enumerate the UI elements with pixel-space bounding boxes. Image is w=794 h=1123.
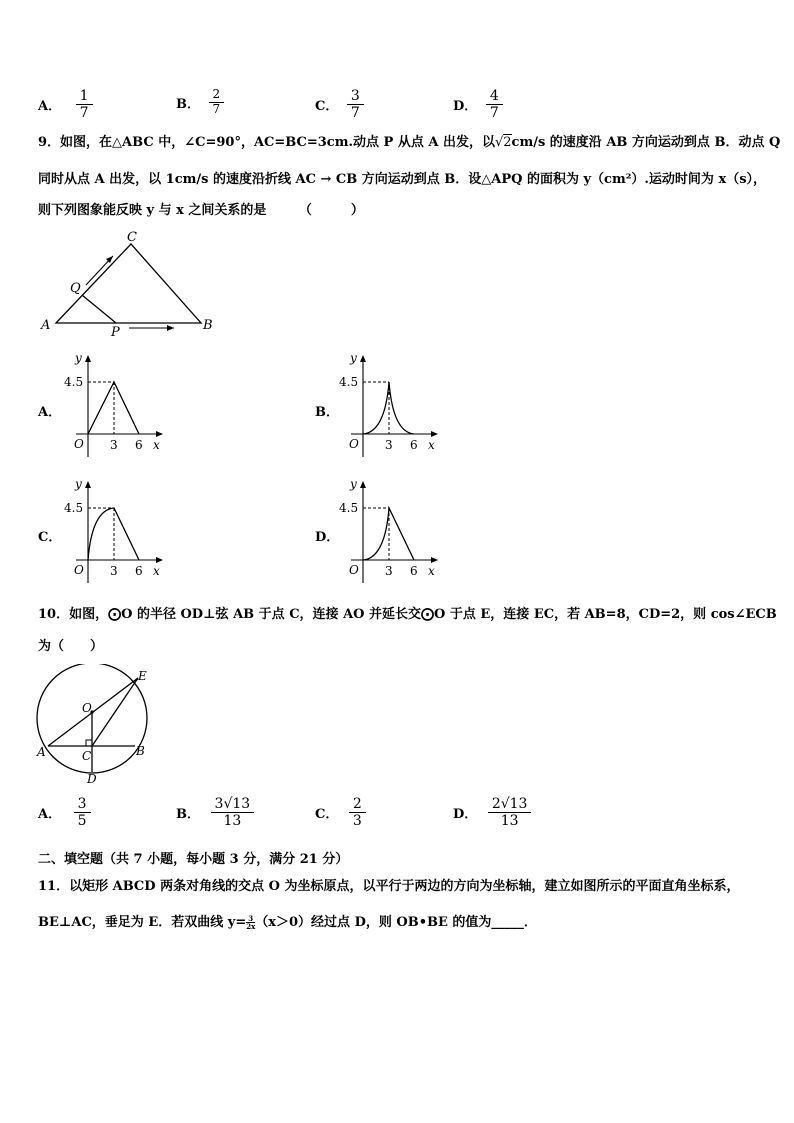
- svg-text:A: A: [37, 745, 46, 759]
- q9-line2: 同时从点 A 出发，以 1cm/s 的速度沿折线 AC → CB 方向运动到点 B．设△APQ 的面积为 y（cm²）.运动时间为 x（s），: [38, 172, 767, 187]
- q8-option-d[interactable]: D． $\frac{4}{7}$: [453, 88, 501, 121]
- q9-graph-d: [335, 478, 445, 588]
- q10-option-a[interactable]: A． $\frac{3}{5}$: [38, 796, 89, 829]
- q9-line3: 则下列图象能反映 y 与 x 之间关系的是 （ ）: [38, 203, 364, 218]
- q9-graph-b: [335, 352, 445, 462]
- q9-triangle-figure: [36, 228, 226, 340]
- q8-option-c[interactable]: C． $\frac{3}{7}$: [315, 88, 362, 121]
- arrowhead-p: [167, 325, 174, 331]
- svg-text:O: O: [349, 437, 359, 451]
- q9-option-c[interactable]: C．: [38, 530, 62, 545]
- svg-text:D: D: [87, 772, 97, 784]
- svg-text:x: x: [428, 438, 435, 452]
- q11-line2: BE⊥AC，垂足为 E．若双曲线 y= $\frac{3}{2x}$ （x＞0）经过点 D，则 OB•BE 的值为_____．: [38, 914, 537, 931]
- sqrt-symbol: √2: [494, 135, 512, 150]
- svg-text:y: y: [350, 352, 357, 365]
- svg-text:6: 6: [135, 564, 143, 578]
- svg-text:4.5: 4.5: [64, 375, 84, 389]
- svg-text:6: 6: [410, 564, 418, 578]
- label-p: P: [111, 325, 120, 340]
- right-angle-mark: [86, 740, 92, 746]
- svg-text:y: y: [75, 352, 82, 365]
- svg-text:6: 6: [135, 438, 143, 452]
- label-b: B: [203, 318, 213, 333]
- svg-text:x: x: [153, 564, 160, 578]
- label-q: Q: [70, 281, 81, 296]
- svg-text:3: 3: [385, 438, 393, 452]
- q9-graph-a: [60, 352, 170, 462]
- q10-option-c[interactable]: C． $\frac{2}{3}$: [315, 796, 364, 829]
- q9-option-b[interactable]: B．: [315, 405, 339, 420]
- section-2-title: 二、填空题（共 7 小题，每小题 3 分，满分 21 分）: [38, 852, 349, 867]
- svg-text:E: E: [138, 669, 147, 683]
- q9-option-a[interactable]: A．: [38, 405, 62, 420]
- q8-option-b[interactable]: B． $\frac{2}{7}$: [176, 88, 222, 117]
- q10-option-d[interactable]: D． $\frac{2√13}{13}$: [453, 796, 529, 829]
- q8-option-b-fraction: $\frac{2}{7}$: [211, 88, 223, 117]
- svg-text:C: C: [82, 749, 92, 763]
- label-c: C: [127, 230, 137, 245]
- q9-line1: 9．如图，在△ABC 中，∠C=90°，AC=BC=3cm.动点 P 从点 A 出发，以√2cm/s 的速度沿 AB 方向运动到点 B．动点 Q: [38, 135, 781, 150]
- svg-text:O: O: [82, 701, 92, 715]
- line-ec: [92, 678, 138, 746]
- svg-text:O: O: [349, 563, 359, 577]
- q8-option-a-fraction: $\frac{1}{7}$: [78, 88, 91, 121]
- svg-text:x: x: [153, 438, 160, 452]
- q9-option-d[interactable]: D．: [315, 530, 340, 545]
- q8-option-d-fraction: $\frac{4}{7}$: [488, 88, 501, 121]
- q10-circle-figure: [34, 664, 154, 784]
- svg-text:B: B: [136, 744, 145, 758]
- svg-text:O: O: [74, 437, 84, 451]
- svg-text:4.5: 4.5: [64, 501, 84, 515]
- svg-text:y: y: [350, 478, 357, 491]
- q8-option-a[interactable]: A． $\frac{1}{7}$: [38, 88, 91, 121]
- q10-line1: 10．如图，⨀O 的半径 OD⊥弦 AB 于点 C，连接 AO 并延长交⨀O 于点 E，连接 EC，若 AB=8，CD=2，则 cos∠ECB: [38, 607, 777, 622]
- svg-text:4.5: 4.5: [339, 501, 359, 515]
- q9-graph-c: [60, 478, 170, 588]
- q10-line2: 为（ ）: [38, 639, 104, 654]
- svg-text:6: 6: [410, 438, 418, 452]
- svg-text:3: 3: [385, 564, 393, 578]
- svg-text:4.5: 4.5: [339, 375, 359, 389]
- svg-text:3: 3: [110, 438, 118, 452]
- q8-option-c-fraction: $\frac{3}{7}$: [349, 88, 362, 121]
- svg-text:O: O: [74, 563, 84, 577]
- svg-text:3: 3: [110, 564, 118, 578]
- svg-text:x: x: [428, 564, 435, 578]
- svg-text:y: y: [75, 478, 82, 491]
- segment-pq: [82, 295, 116, 323]
- q11-fraction: $\frac{3}{2x}$: [246, 914, 256, 931]
- q10-option-b[interactable]: B． $\frac{3√13}{13}$: [176, 796, 252, 829]
- q11-line1: 11．以矩形 ABCD 两条对角线的交点 O 为坐标原点，以平行于两边的方向为坐标轴，建立如图所示的平面直角坐标系，: [38, 879, 740, 894]
- label-a: A: [41, 318, 51, 333]
